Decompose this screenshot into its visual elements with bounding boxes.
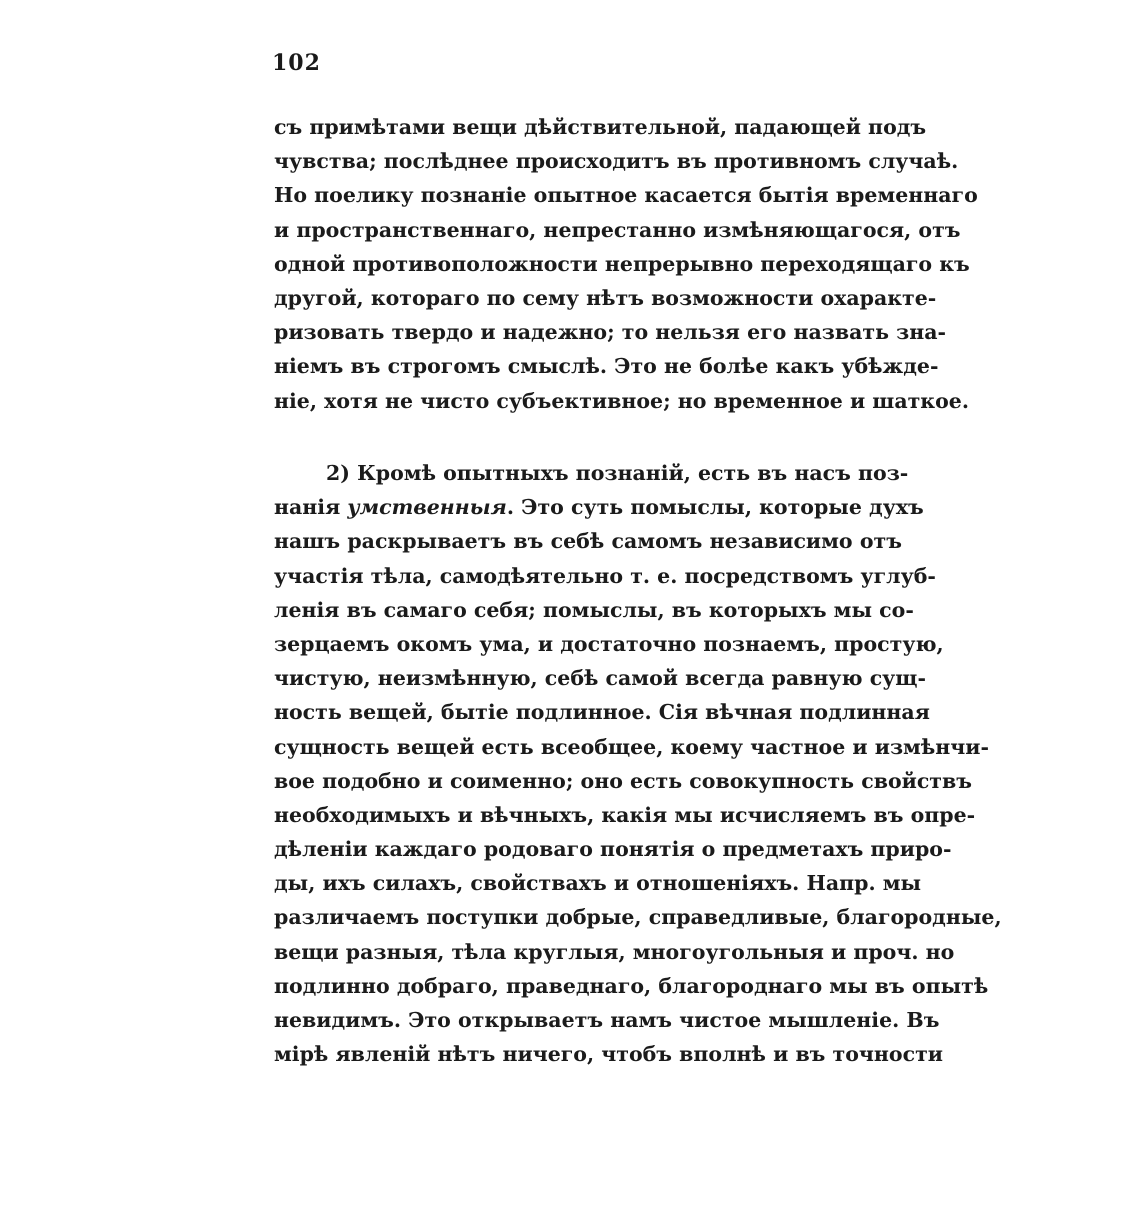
- paragraph-2-opening: 2) Кромѣ опытныхъ познаній, есть въ насъ поз-: [326, 461, 909, 485]
- text-line: мірѣ явленій нѣтъ ничего, чтобъ вполнѣ и въ точности: [274, 1042, 943, 1067]
- paragraph-2: [274, 456, 1002, 1071]
- text-line-with-italic: [274, 490, 924, 524]
- text-line: различаемъ поступки добрые, справедливые, благородные,: [274, 905, 1002, 930]
- text-line-first: [274, 456, 909, 490]
- text-line: ды, ихъ силахъ, свойствахъ и отношеніяхъ. Напр. мы: [274, 871, 922, 896]
- text-line: съ примѣтами вещи дѣйствительной, падающей подъ: [274, 115, 927, 139]
- text-line: ризовать твердо и надежно; то нельзя его назвать зна-: [274, 320, 947, 345]
- text-line: ніемъ въ строгомъ смыслѣ. Это не болѣе какъ убѣжде-: [274, 354, 939, 379]
- text-line: чистую, неизмѣнную, себѣ самой всегда равную сущ-: [274, 666, 926, 691]
- text-line: ность вещей, бытіе подлинное. Сія вѣчная подлинная: [274, 700, 930, 725]
- page-number: 102: [272, 50, 321, 76]
- text-line: вое подобно и соименно; оно есть совокупность свойствъ: [274, 768, 972, 793]
- text-line: дѣленіи каждаго родоваго понятія о предметахъ приро-: [274, 837, 952, 862]
- text-line: подлинно добраго, праведнаго, благороднаго мы въ опытѣ: [274, 973, 989, 998]
- text-line: участія тѣла, самодѣятельно т. е. посредствомъ углуб-: [274, 563, 936, 588]
- text-line: нашъ раскрываетъ въ себѣ самомъ независимо отъ: [274, 529, 902, 554]
- text-line: зерцаемъ окомъ ума, и достаточно познаемъ, простую,: [274, 631, 944, 656]
- text-line: сущность вещей есть всеобщее, коему частное и измѣнчи-: [274, 734, 989, 759]
- text-line: ніе, хотя не чисто субъективное; но временное и шаткое.: [274, 388, 969, 413]
- line-prefix: нанія: [274, 495, 341, 520]
- text-line: другой, котораго по сему нѣтъ возможности охаракте-: [274, 285, 937, 310]
- text-line: необходимыхъ и вѣчныхъ, какія мы исчисляемъ въ опре-: [274, 802, 976, 827]
- text-line: чувства; послѣднее происходитъ въ противномъ случаѣ.: [274, 149, 959, 174]
- text-line: вещи разныя, тѣла круглыя, многоугольныя и проч. но: [274, 939, 955, 964]
- text-line: и пространственнаго, непрестанно измѣняющагося, отъ: [274, 217, 961, 242]
- italic-term: умственныя: [347, 495, 507, 520]
- line-suffix: . Это суть помыслы, которые духъ: [506, 495, 924, 520]
- text-line: Но поелику познаніе опытное касается бытія временнаго: [274, 183, 978, 208]
- text-line: ленія въ самаго себя; помыслы, въ которыхъ мы со-: [274, 597, 914, 622]
- text-line: невидимъ. Это открываетъ намъ чистое мышленіе. Въ: [274, 1008, 940, 1032]
- paragraph-1: [274, 110, 978, 418]
- text-line: одной противоположности непрерывно переходящаго къ: [274, 251, 970, 276]
